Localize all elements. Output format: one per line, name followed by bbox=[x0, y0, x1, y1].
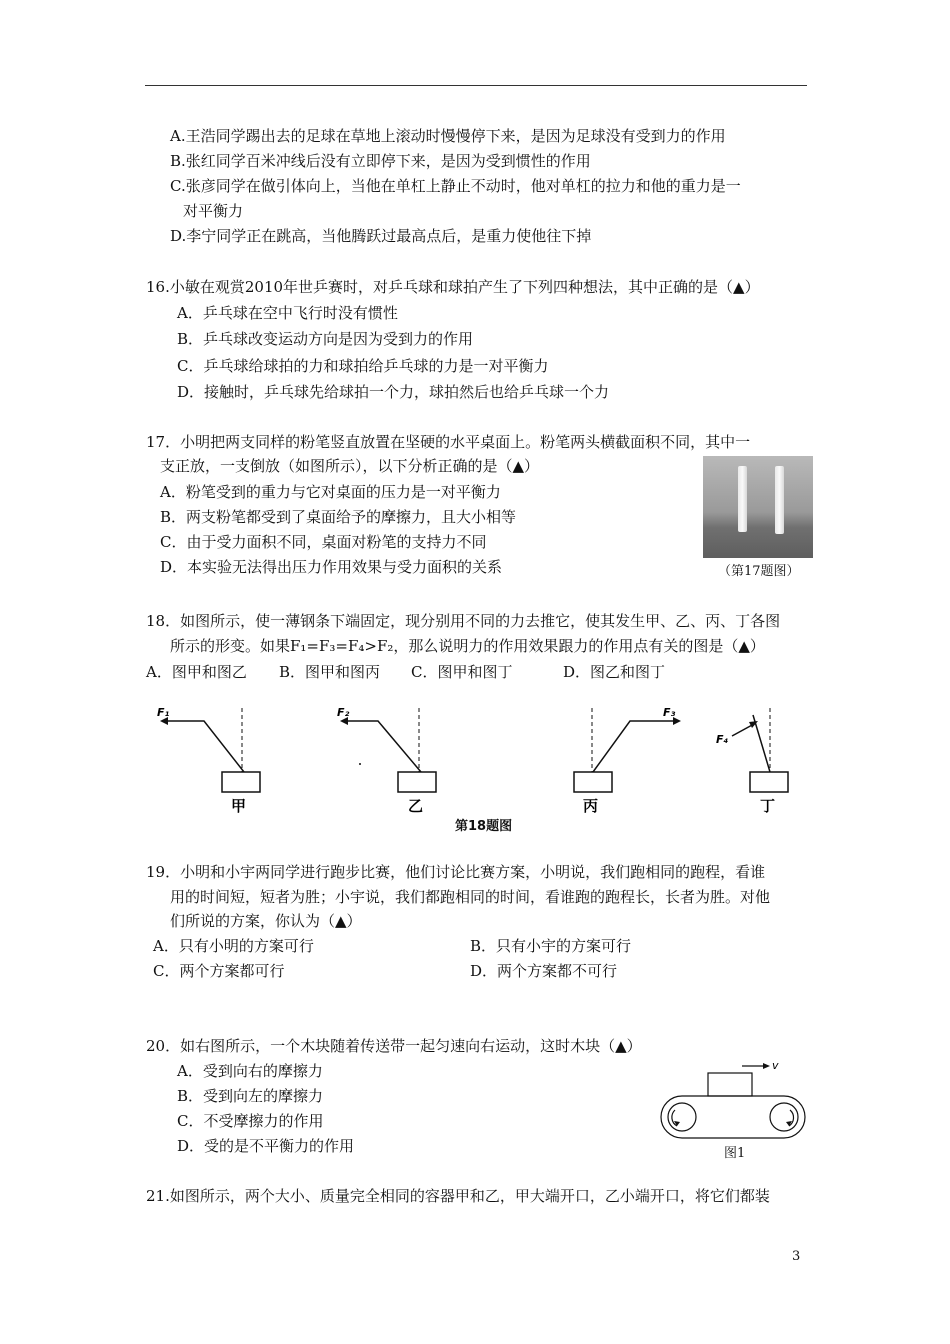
q20-caption: 图1 bbox=[724, 1146, 746, 1161]
q16-option-c: C．乒乓球给球拍的力和球拍给乒乓球的力是一对平衡力 bbox=[177, 357, 549, 375]
q20-stem: 20．如右图所示，一个木块随着传送带一起匀速向右运动，这时木块（▲） bbox=[146, 1037, 642, 1055]
chalk-photo bbox=[703, 456, 813, 558]
q17-option-a: A．粉笔受到的重力与它对桌面的压力是一对平衡力 bbox=[160, 483, 501, 501]
q15-option-d: D.李宁同学正在跳高，当他腾跃过最高点后，是重力使他往下掉 bbox=[170, 227, 592, 245]
page-number: 3 bbox=[792, 1249, 801, 1264]
q16-stem: 16.小敏在观赏2010年世乒赛时，对乒乓球和球拍产生了下列四种想法，其中正确的是（▲） bbox=[146, 278, 760, 296]
q18-option-c: C．图甲和图丁 bbox=[411, 663, 513, 681]
q19-option-d: D．两个方案都不可行 bbox=[470, 962, 618, 980]
q17-stem-line2: 支正放，一支倒放（如图所示），以下分析正确的是（▲） bbox=[160, 457, 540, 475]
force-label-1: F₁ bbox=[157, 706, 170, 719]
figure-label-bing: 丙 bbox=[583, 797, 599, 815]
q17-stem-line1: 17．小明把两支同样的粉笔竖直放置在坚硬的水平桌面上。粉笔两头横截面积不同，其中一 bbox=[146, 433, 751, 451]
q17-option-c: C．由于受力面积不同，桌面对粉笔的支持力不同 bbox=[160, 533, 487, 551]
q15-option-c: C.张彦同学在做引体向上，当他在单杠上静止不动时，他对单杠的拉力和他的重力是一 bbox=[170, 177, 741, 195]
q19-stem-line1: 19．小明和小宇两同学进行跑步比赛，他们讨论比赛方案，小明说，我们跑相同的跑程，看谁 bbox=[146, 863, 766, 881]
q16-option-a: A．乒乓球在空中飞行时没有惯性 bbox=[177, 304, 398, 322]
header-rule bbox=[145, 85, 807, 86]
velocity-label: v bbox=[772, 1059, 779, 1072]
q18-stem-line2: 所示的形变。如果F₁=F₃=F₄>F₂，那么说明力的作用效果跟力的作用点有关的图是（▲） bbox=[170, 637, 765, 655]
q18-stem-line1: 18．如图所示，使一薄钢条下端固定，现分别用不同的力去推它，使其发生甲、乙、丙、丁各图 bbox=[146, 612, 781, 630]
q19-stem-line3: 们所说的方案，你认为（▲） bbox=[170, 912, 362, 930]
q19-option-a: A．只有小明的方案可行 bbox=[153, 937, 314, 955]
force-label-2: F₂ bbox=[337, 706, 350, 719]
q20-option-d: D．受的是不平衡力的作用 bbox=[177, 1137, 355, 1155]
q19-option-b: B．只有小宇的方案可行 bbox=[470, 937, 632, 955]
q20-option-b: B．受到向左的摩擦力 bbox=[177, 1087, 324, 1105]
q21-stem: 21.如图所示，两个大小、质量完全相同的容器甲和乙，甲大端开口，乙小端开口，将它们都装 bbox=[146, 1187, 770, 1205]
q17-caption: （第17题图） bbox=[718, 564, 800, 579]
q16-option-d: D．接触时，乒乓球先给球拍一个力，球拍然后也给乒乓球一个力 bbox=[177, 383, 610, 401]
q15-option-c-cont: 对平衡力 bbox=[183, 202, 244, 220]
q18-option-d: D．图乙和图丁 bbox=[563, 663, 666, 681]
chalk-left bbox=[738, 466, 747, 532]
steel-strip-figure bbox=[140, 700, 820, 815]
q18-option-b: B．图甲和图丙 bbox=[279, 663, 381, 681]
q15-option-a: A.王浩同学踢出去的足球在草地上滚动时慢慢停下来，是因为足球没有受到力的作用 bbox=[170, 127, 726, 145]
figure-label-yi: 乙 bbox=[408, 797, 424, 815]
q19-option-c: C．两个方案都可行 bbox=[153, 962, 285, 980]
q16-option-b: B．乒乓球改变运动方向是因为受到力的作用 bbox=[177, 330, 474, 348]
q17-option-b: B．两支粉笔都受到了桌面给予的摩擦力，且大小相等 bbox=[160, 508, 517, 526]
chalk-right bbox=[775, 466, 784, 534]
q18-option-a: A．图甲和图乙 bbox=[146, 663, 247, 681]
q20-option-c: C．不受摩擦力的作用 bbox=[177, 1112, 324, 1130]
q15-option-b: B.张红同学百米冲线后没有立即停下来，是因为受到惯性的作用 bbox=[170, 152, 591, 170]
figure-label-jia: 甲 bbox=[231, 797, 247, 815]
q20-option-a: A．受到向右的摩擦力 bbox=[177, 1062, 323, 1080]
q18-caption: 第18题图 bbox=[455, 819, 513, 834]
q17-option-d: D．本实验无法得出压力作用效果与受力面积的关系 bbox=[160, 558, 503, 576]
force-label-3: F₃ bbox=[663, 706, 676, 719]
figure-label-ding: 丁 bbox=[760, 797, 776, 815]
q19-stem-line2: 用的时间短，短者为胜；小宇说，我们都跑相同的时间，看谁跑的跑程长，长者为胜。对他 bbox=[170, 888, 771, 906]
force-label-4: F₄ bbox=[716, 733, 729, 746]
